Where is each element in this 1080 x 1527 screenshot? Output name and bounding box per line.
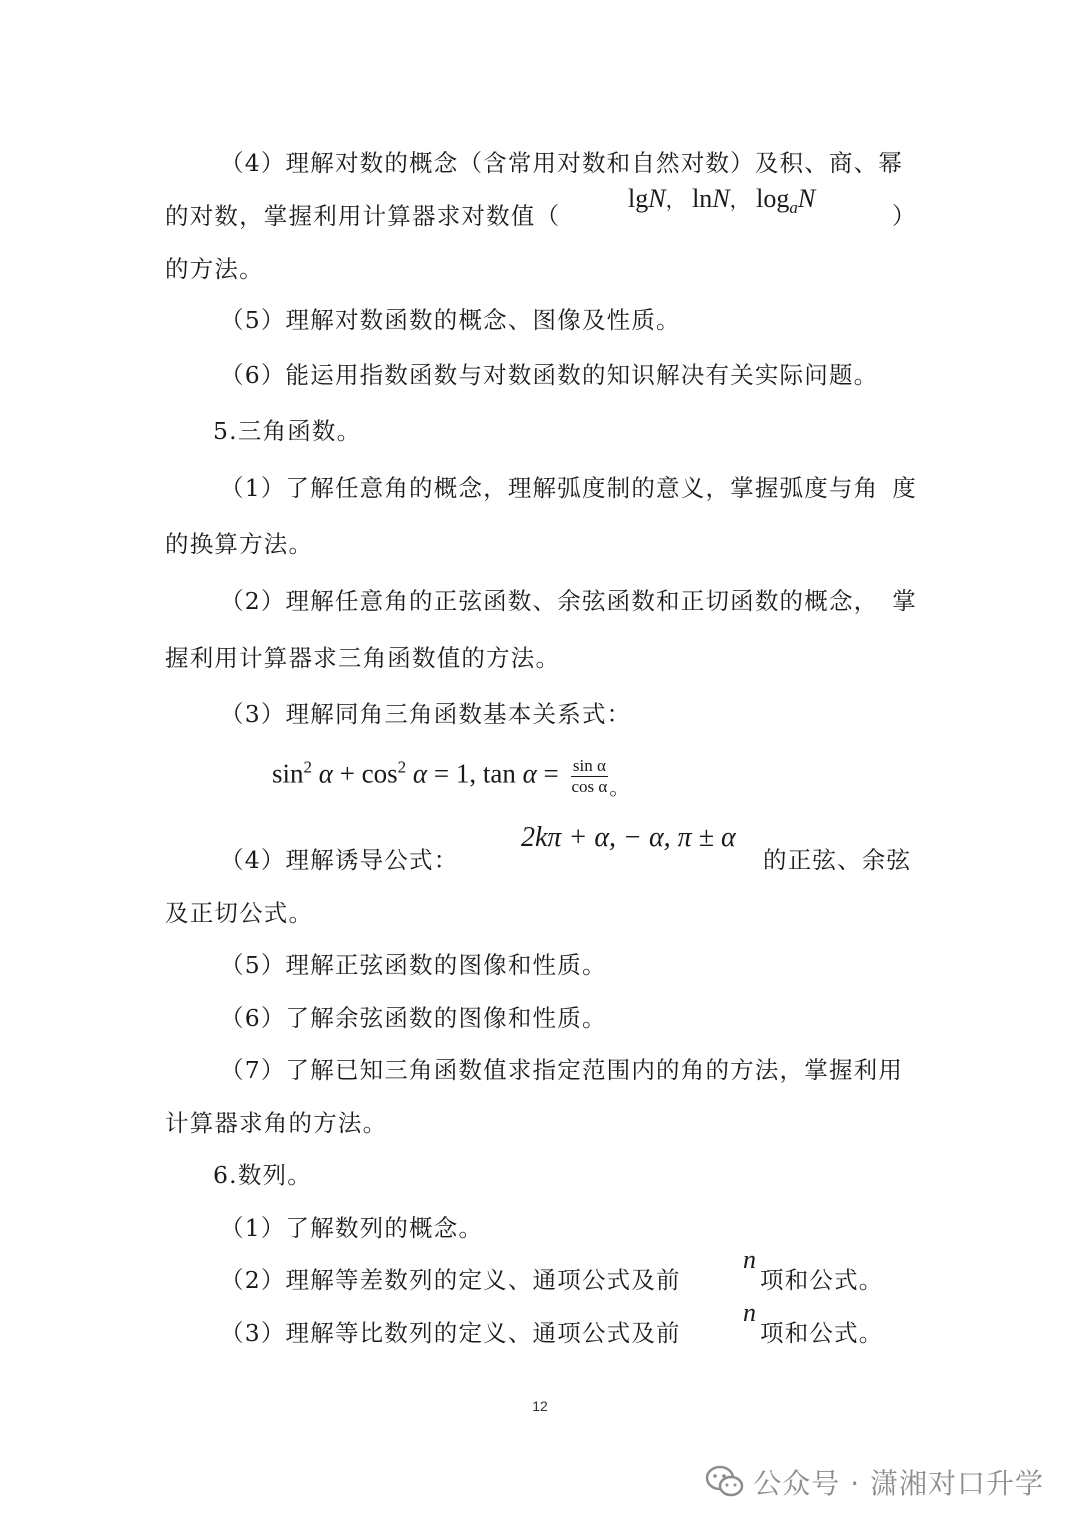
text-line xyxy=(220,586,917,616)
math-ln: ln xyxy=(692,184,713,213)
math-sup: 2 xyxy=(303,757,313,777)
text-line: 计算器求角的方法。 xyxy=(165,1109,388,1137)
wechat-icon xyxy=(705,1465,745,1499)
math-eq: = xyxy=(536,758,566,789)
text-line xyxy=(220,1265,917,1295)
text-segment: ） xyxy=(892,202,917,230)
fraction-numerator: sin α xyxy=(572,756,606,775)
math-n: n xyxy=(743,1245,756,1274)
watermark-text: 公众号 · 潇湘对口升学 xyxy=(753,1467,1044,1500)
math-alpha: α xyxy=(412,758,428,789)
math-sup: 2 xyxy=(397,757,407,777)
math-base: a xyxy=(789,198,798,218)
page-number: 12 xyxy=(532,1398,548,1414)
math-lg: lg xyxy=(628,184,649,213)
math-sin: sin xyxy=(272,758,304,789)
text-line: 的换算方法。 xyxy=(165,530,314,558)
text-segment: 项和公式。 xyxy=(760,1266,884,1294)
text-line xyxy=(220,1318,917,1348)
watermark xyxy=(705,1462,1044,1502)
text-line: （7）了解已知三角函数值求指定范围内的角的方法，掌握利用 xyxy=(220,1056,904,1084)
text-segment: （4）理解诱导公式： xyxy=(220,846,459,874)
text-segment: （2）理解任意角的正弦函数、余弦函数和正切函数的概念， xyxy=(220,587,879,615)
text-line: 的方法。 xyxy=(165,255,264,283)
math-fraction xyxy=(570,756,610,797)
math-plus: + cos xyxy=(332,758,398,789)
fraction-denominator: cos α xyxy=(571,777,608,796)
text-line: （5）理解对数函数的概念、图像及性质。 xyxy=(220,306,681,334)
section-heading: 6.数列。 xyxy=(213,1161,312,1189)
math-N: N xyxy=(712,184,730,213)
text-line: （1）了解数列的概念。 xyxy=(220,1214,484,1242)
math-N: N xyxy=(797,184,816,213)
log-formula xyxy=(628,184,815,218)
math-sep: ， xyxy=(729,190,750,212)
induction-formula: 2kπ + α, − α, π ± α xyxy=(521,822,736,853)
text-line: （6）能运用指数函数与对数函数的知识解决有关实际问题。 xyxy=(220,361,879,389)
text-segment: （2）理解等差数列的定义、通项公式及前 xyxy=(220,1266,681,1294)
text-line: （4）理解对数的概念（含常用对数和自然对数）及积、商、幂 xyxy=(220,149,904,177)
text-segment: （1）了解任意角的概念，理解弧度制的意义，掌握弧度与角 xyxy=(220,474,879,502)
text-segment: 的对数，掌握利用计算器求对数值（ xyxy=(165,202,561,230)
text-segment: （3）理解等比数列的定义、通项公式及前 xyxy=(220,1319,681,1347)
text-segment: 项和公式。 xyxy=(760,1319,884,1347)
text-line: （6）了解余弦函数的图像和性质。 xyxy=(220,1004,607,1032)
text-segment: 度 xyxy=(892,474,917,502)
math-n: n xyxy=(743,1298,756,1327)
math-end: 。 xyxy=(609,777,630,800)
math-alpha: α xyxy=(522,758,537,789)
math-alpha: α xyxy=(318,758,333,789)
text-segment: 掌 xyxy=(892,587,917,615)
math-N: N xyxy=(648,184,666,213)
math-eq: = 1, tan xyxy=(427,758,523,789)
trig-identity-formula xyxy=(272,756,629,801)
section-heading: 5.三角函数。 xyxy=(213,417,362,445)
text-line: 及正切公式。 xyxy=(165,899,314,927)
text-line: （3）理解同角三角函数基本关系式： xyxy=(220,700,632,728)
math-log: log xyxy=(756,184,790,213)
text-line: （5）理解正弦函数的图像和性质。 xyxy=(220,951,607,979)
text-segment: 的正弦、余弦 xyxy=(763,846,912,874)
math-sep: ， xyxy=(665,190,686,212)
text-line: 握利用计算器求三角函数值的方法。 xyxy=(165,644,561,672)
text-line xyxy=(220,473,917,503)
